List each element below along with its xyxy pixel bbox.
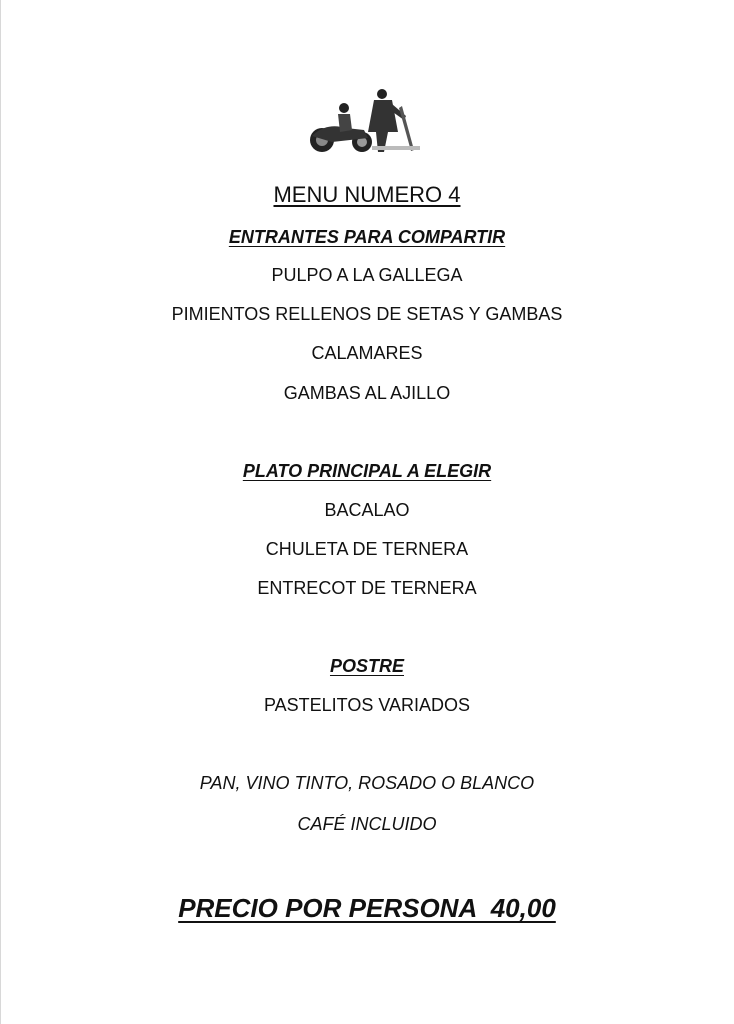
extras-line: PAN, VINO TINTO, ROSADO O BLANCO (199, 773, 535, 793)
cyclist-figures-icon (302, 86, 424, 154)
price-per-person: PRECIO POR PERSONA 40,00 (178, 893, 556, 923)
extras-line: CAFÉ INCLUIDO (297, 814, 437, 834)
section-heading-postre: POSTRE (329, 656, 404, 676)
menu-item: PIMIENTOS RELLENOS DE SETAS Y GAMBAS (171, 304, 563, 324)
menu-item: PULPO A LA GALLEGA (271, 265, 463, 285)
menu-item: ENTRECOT DE TERNERA (257, 578, 477, 598)
menu-item: CHULETA DE TERNERA (265, 539, 469, 559)
menu-title: MENU NUMERO 4 (273, 182, 461, 207)
menu-item: CALAMARES (311, 343, 423, 363)
menu-item: BACALAO (324, 500, 410, 520)
section-heading-plato-principal: PLATO PRINCIPAL A ELEGIR (242, 461, 492, 481)
menu-item: PASTELITOS VARIADOS (263, 695, 471, 715)
section-heading-entrantes: ENTRANTES PARA COMPARTIR (228, 227, 506, 247)
menu-item: GAMBAS AL AJILLO (283, 383, 451, 403)
